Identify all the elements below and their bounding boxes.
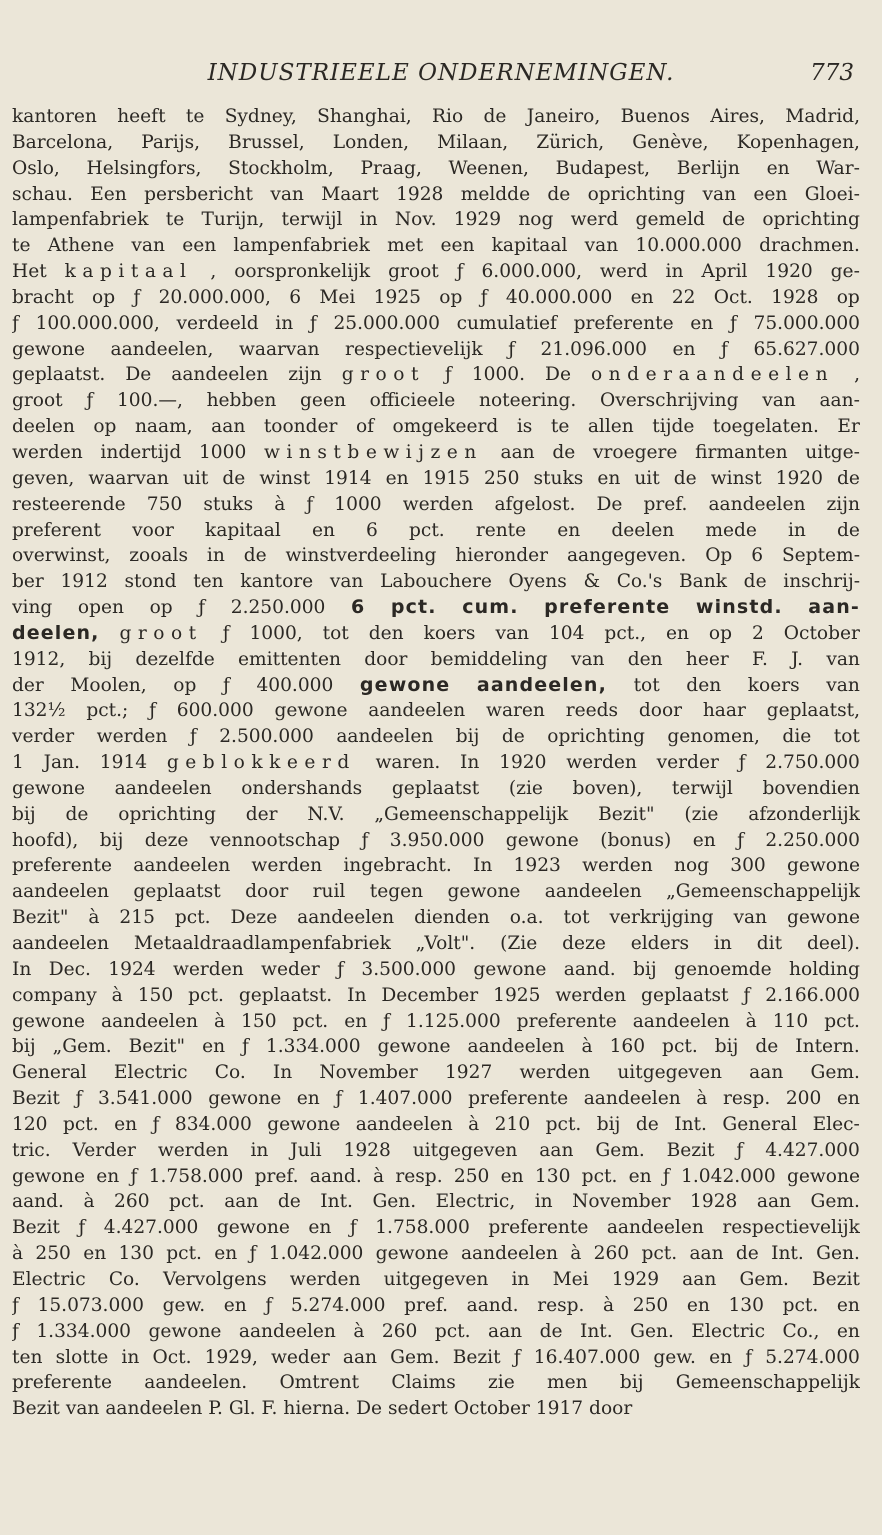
text-line: gewone aandeelen à 150 pct. en ƒ 1.125.000 preferente aandeelen à 110 pct.: [12, 1010, 860, 1032]
text-line: schau. Een persbericht van Maart 1928 meldde de oprichting van een Gloei-: [12, 183, 860, 205]
text-line: 120 pct. en ƒ 834.000 gewone aandeelen à 210 pct. bij de Int. General Elec-: [12, 1113, 860, 1135]
text-line: deelen op naam, aan toonder of omgekeerd is te allen tijde toegelaten. Er: [12, 416, 860, 438]
text-line: ƒ 100.000.000, verdeeld in ƒ 25.000.000 cumulatief preferente en ƒ 75.000.000: [12, 312, 860, 334]
text-line: In Dec. 1924 werden weder ƒ 3.500.000 gewone aand. bij genoemde holding: [12, 958, 860, 980]
text-line: gewone aandeelen, waarvan respectievelijk ƒ 21.096.000 en ƒ 65.627.000: [12, 338, 860, 360]
text-line: bij „Gem. Bezit" en ƒ 1.334.000 gewone aandeelen à 160 pct. bij de Intern.: [12, 1036, 860, 1058]
text-line: werden indertijd 1000 winstbewijzen aan de vroegere firmanten uitge-: [12, 441, 860, 463]
text-line: ving open op ƒ 2.250.000 6 pct. cum. preferente winstd. aan-: [12, 596, 860, 619]
text-line: groot ƒ 100.—, hebben geen officieele noteering. Overschrijving van aan-: [12, 390, 860, 412]
text-line: aand. à 260 pct. aan de Int. Gen. Electric, in November 1928 aan Gem.: [12, 1191, 860, 1213]
text-line: overwinst, zooals in de winstverdeeling hieronder aangegeven. Op 6 Septem-: [12, 545, 860, 567]
text-line: 1 Jan. 1914 geblokkeerd waren. In 1920 werden verder ƒ 2.750.000: [12, 752, 860, 774]
text-line: 1912, bij dezelfde emittenten door bemiddeling van den heer F. J. van: [12, 648, 860, 670]
text-line: verder werden ƒ 2.500.000 aandeelen bij de oprichting genomen, die tot: [12, 726, 860, 748]
text-line: Barcelona, Parijs, Brussel, Londen, Milaan, Zürich, Genève, Kopenhagen,: [12, 131, 860, 153]
text-line: ƒ 1.334.000 gewone aandeelen à 260 pct. aan de Int. Gen. Electric Co., en: [12, 1320, 860, 1342]
text-line: Bezit van aandeelen P. Gl. F. hierna. De sedert October 1917 door: [12, 1398, 633, 1420]
text-line: Bezit ƒ 3.541.000 gewone en ƒ 1.407.000 preferente aandeelen à resp. 200 en: [12, 1088, 860, 1110]
text-line: ƒ 15.073.000 gew. en ƒ 5.274.000 pref. aand. resp. à 250 en 130 pct. en: [12, 1294, 860, 1316]
text-line: 132½ pct.; ƒ 600.000 gewone aandeelen waren reeds door haar geplaatst,: [12, 700, 860, 722]
text-line: Electric Co. Vervolgens werden uitgegeven in Mei 1929 aan Gem. Bezit: [12, 1268, 860, 1290]
text-line: te Athene van een lampenfabriek met een kapitaal van 10.000.000 drachmen.: [12, 235, 860, 257]
text-line: preferente aandeelen. Omtrent Claims zie men bij Gemeenschappelijk: [12, 1372, 860, 1394]
text-line: bracht op ƒ 20.000.000, 6 Mei 1925 op ƒ 40.000.000 en 22 Oct. 1928 op: [12, 286, 860, 308]
text-line: à 250 en 130 pct. en ƒ 1.042.000 gewone aandeelen à 260 pct. aan de Int. Gen.: [12, 1243, 860, 1265]
text-line: geplaatst. De aandeelen zijn groot ƒ 1000. De onderaandeelen ,: [12, 364, 860, 386]
running-header: [0, 54, 882, 94]
page-number: 773: [810, 60, 854, 86]
text-line: lampenfabriek te Turijn, terwijl in Nov. 1929 nog werd gemeld de oprichting: [12, 209, 860, 231]
body-text: [12, 104, 860, 1422]
text-line: gewone en ƒ 1.758.000 pref. aand. à resp. 250 en 130 pct. en ƒ 1.042.000 gewone: [12, 1165, 860, 1187]
running-title: INDUSTRIEELE ONDERNEMINGEN.: [207, 60, 675, 86]
text-line: ten slotte in Oct. 1929, weder aan Gem. Bezit ƒ 16.407.000 gew. en ƒ 5.274.000: [12, 1346, 860, 1368]
text-line: Oslo, Helsingfors, Stockholm, Praag, Weenen, Budapest, Berlijn en War-: [12, 157, 860, 179]
text-line: preferent voor kapitaal en 6 pct. rente en deelen mede in de: [12, 519, 860, 541]
text-line: preferente aandeelen werden ingebracht. In 1923 werden nog 300 gewone: [12, 855, 860, 877]
text-line: der Moolen, op ƒ 400.000 gewone aandeelen, tot den koers van: [12, 673, 860, 696]
text-line: bij de oprichting der N.V. „Gemeenschappelijk Bezit" (zie afzonderlijk: [12, 803, 860, 825]
text-line: ber 1912 stond ten kantore van Labouchere Oyens & Co.'s Bank de inschrij-: [12, 571, 860, 593]
text-line: resteerende 750 stuks à ƒ 1000 werden afgelost. De pref. aandeelen zijn: [12, 493, 860, 515]
text-line: deelen, groot ƒ 1000, tot den koers van 104 pct., en op 2 October: [12, 621, 860, 644]
text-line: aandeelen geplaatst door ruil tegen gewone aandeelen „Gemeenschappelijk: [12, 881, 860, 903]
text-line: geven, waarvan uit de winst 1914 en 1915 250 stuks en uit de winst 1920 de: [12, 467, 860, 489]
text-line: tric. Verder werden in Juli 1928 uitgegeven aan Gem. Bezit ƒ 4.427.000: [12, 1139, 860, 1161]
text-line: kantoren heeft te Sydney, Shanghai, Rio de Janeiro, Buenos Aires, Madrid,: [12, 106, 860, 127]
text-line: Bezit" à 215 pct. Deze aandeelen dienden o.a. tot verkrijging van gewone: [12, 907, 860, 929]
text-line: hoofd), bij deze vennootschap ƒ 3.950.000 gewone (bonus) en ƒ 2.250.000: [12, 829, 860, 851]
text-line: General Electric Co. In November 1927 werden uitgegeven aan Gem.: [12, 1062, 860, 1084]
text-line: aandeelen Metaaldraadlampenfabriek „Volt". (Zie deze elders in dit deel).: [12, 933, 860, 954]
text-line: Bezit ƒ 4.427.000 gewone en ƒ 1.758.000 preferente aandeelen respectievelijk: [12, 1217, 860, 1239]
text-line: gewone aandeelen ondershands geplaatst (zie boven), terwijl bovendien: [12, 777, 860, 799]
text-line: Het kapitaal , oorspronkelijk groot ƒ 6.000.000, werd in April 1920 ge-: [12, 261, 860, 283]
text-line: company à 150 pct. geplaatst. In December 1925 werden geplaatst ƒ 2.166.000: [12, 984, 860, 1006]
